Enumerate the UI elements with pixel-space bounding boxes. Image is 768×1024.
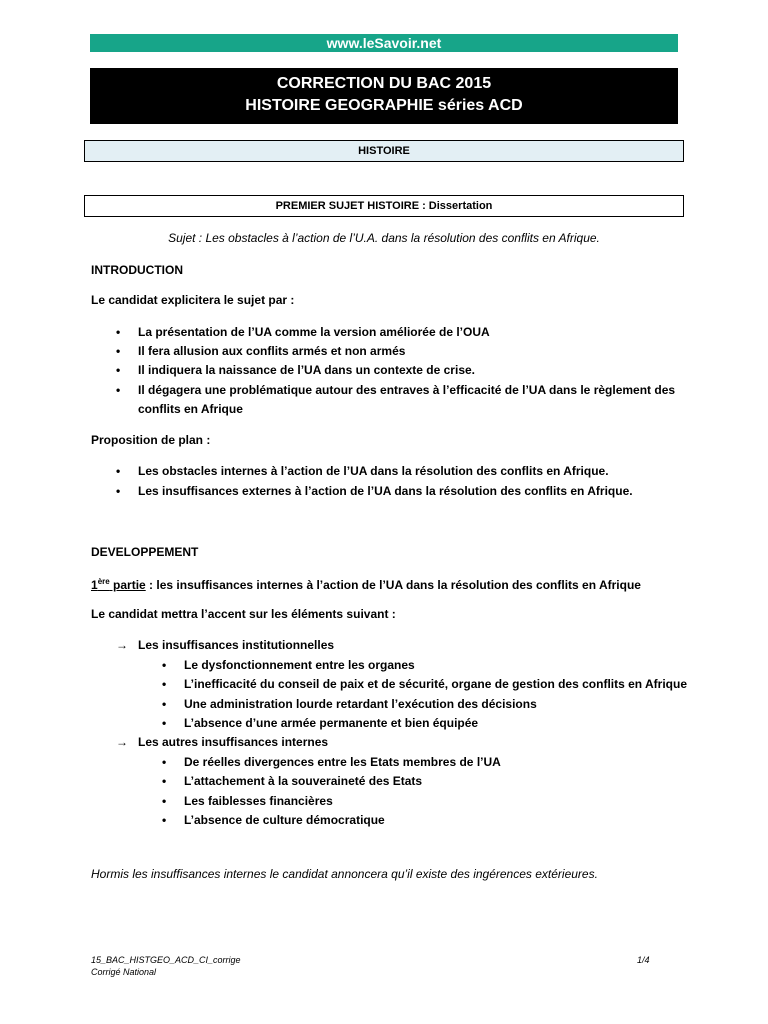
group-item: • Le dysfonctionnement entre les organes	[184, 657, 415, 673]
plan-heading: Proposition de plan :	[91, 433, 211, 447]
intro-bullet: • Il indiquera la naissance de l’UA dans un contexte de crise.	[138, 362, 475, 378]
footer-org: Corrigé National	[91, 967, 157, 977]
introduction-heading: INTRODUCTION	[91, 263, 183, 277]
section-title: HISTOIRE	[84, 140, 684, 162]
subject-heading: PREMIER SUJET HISTOIRE : Dissertation	[84, 195, 684, 217]
title-line-2: HISTOIRE GEOGRAPHIE séries ACD	[245, 97, 523, 114]
group-title: → Les autres insuffisances internes	[138, 734, 328, 750]
intro-bullet-continuation: conflits en Afrique	[138, 402, 243, 416]
development-lead: Le candidat mettra l’accent sur les éléments suivant :	[91, 607, 396, 621]
group-item: • L’inefficacité du conseil de paix et de sécurité, organe de gestion des conflits en Afrique	[184, 676, 687, 692]
group-item: • L’absence d’une armée permanente et bien équipée	[184, 715, 478, 731]
introduction-lead: Le candidat explicitera le sujet par :	[91, 293, 295, 307]
intro-bullet: • Il dégagera une problématique autour des entraves à l’efficacité de l’UA dans le règlement des	[138, 382, 675, 398]
document-title	[90, 68, 678, 124]
development-heading: DEVELOPPEMENT	[91, 545, 199, 559]
title-line-1: CORRECTION DU BAC 2015	[276, 75, 492, 92]
group-item: • L’absence de culture démocratique	[184, 812, 385, 828]
group-item: • Les faiblesses financières	[184, 793, 333, 809]
group-item: • L’attachement à la souveraineté des Etats	[184, 773, 422, 789]
subject-text: Sujet : Les obstacles à l’action de l’U.A. dans la résolution des conflits en Afrique.	[168, 231, 600, 245]
group-title: → Les insuffisances institutionnelles	[138, 637, 334, 653]
intro-bullet: • La présentation de l’UA comme la version améliorée de l’OUA	[138, 324, 490, 340]
plan-bullet: • Les obstacles internes à l’action de l’UA dans la résolution des conflits en Afrique.	[138, 463, 609, 479]
page-number: 1/4	[637, 955, 650, 965]
site-banner: www.leSavoir.net	[90, 34, 678, 52]
group-item: • Une administration lourde retardant l’exécution des décisions	[184, 696, 537, 712]
part-label: 1ère partie	[91, 577, 146, 592]
plan-bullet: • Les insuffisances externes à l’action de l’UA dans la résolution des conflits en Afrique.	[138, 483, 633, 499]
footer-file: 15_BAC_HISTGEO_ACD_CI_corrige	[91, 955, 241, 965]
group-item: • De réelles divergences entre les Etats membres de l’UA	[184, 754, 501, 770]
intro-bullet: • Il fera allusion aux conflits armés et non armés	[138, 343, 405, 359]
part-heading: 1ère partie : les insuffisances internes à l’action de l’UA dans la résolution des conflits en Afrique	[91, 577, 641, 592]
closing-note: Hormis les insuffisances internes le candidat annoncera qu’il existe des ingérences extérieures.	[91, 867, 598, 881]
